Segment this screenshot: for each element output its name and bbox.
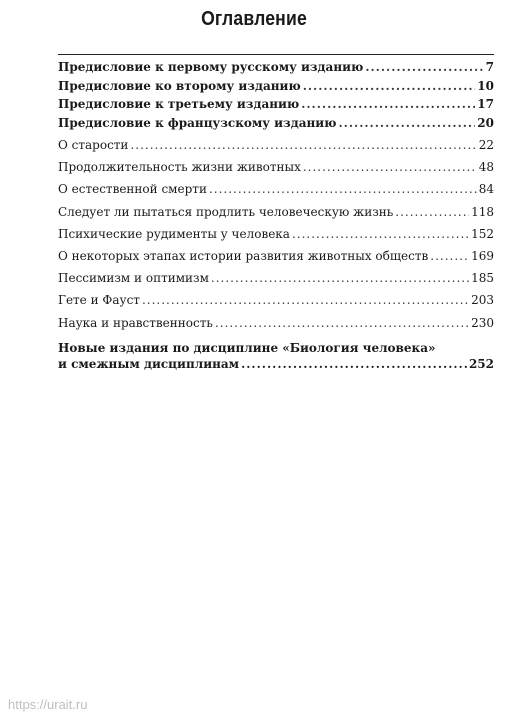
toc-entry[interactable] — [58, 138, 494, 160]
toc-entry-title: Предисловие ко второму изданию — [58, 78, 301, 93]
toc-entry-page: 252 — [468, 356, 494, 371]
toc-entry[interactable] — [58, 79, 494, 98]
toc-entry-page: 48 — [478, 160, 494, 175]
toc-entry-title: Психические рудименты у человека — [58, 226, 290, 241]
toc-entry-page: 203 — [471, 293, 494, 308]
dot-leader — [365, 60, 483, 74]
toc-entry[interactable] — [58, 271, 494, 293]
toc-entry[interactable] — [58, 182, 494, 204]
dot-leader — [395, 205, 469, 219]
dot-leader — [241, 356, 467, 372]
toc-entry-page: 152 — [471, 226, 494, 241]
toc-entry-page: 17 — [477, 97, 494, 111]
footer-url: https://urait.ru — [8, 697, 88, 712]
dot-leader — [338, 116, 475, 130]
toc-entry-title: Предисловие к третьему изданию — [58, 97, 300, 111]
toc-entry-title-line2: и смежным дисциплинам — [58, 356, 240, 371]
toc-entry[interactable] — [58, 293, 494, 315]
toc-entry-line2-row — [58, 356, 494, 372]
toc-entry-title: Следует ли пытаться продлить человеческую жизнь — [58, 204, 394, 219]
dot-leader — [292, 227, 469, 241]
dot-leader — [430, 249, 469, 263]
toc-entry-title: Предисловие к первому русскому изданию — [58, 60, 364, 74]
page-title: Оглавление — [201, 8, 307, 30]
dot-leader — [301, 97, 475, 111]
toc-entry-page: 84 — [478, 182, 494, 197]
toc-entry-page: 185 — [471, 271, 494, 286]
toc-entry-page: 20 — [477, 115, 494, 130]
toc-entry[interactable] — [58, 249, 494, 271]
dot-leader — [303, 160, 477, 174]
toc-entry-title: Пессимизм и оптимизм — [58, 271, 209, 286]
toc-entry-page: 10 — [477, 78, 494, 93]
toc-entry-page: 230 — [471, 315, 494, 330]
toc-entry-page: 22 — [478, 138, 494, 152]
dot-leader — [215, 316, 469, 330]
toc-entry[interactable] — [58, 160, 494, 182]
toc-entry[interactable] — [58, 116, 494, 135]
toc-entry-page: 118 — [471, 204, 494, 219]
dot-leader — [130, 138, 476, 152]
toc-entry-page: 169 — [471, 248, 494, 263]
top-divider — [58, 54, 494, 55]
toc-entry-title: Продолжительность жизни животных — [58, 160, 301, 175]
toc-entry-page: 7 — [485, 60, 494, 74]
toc-entry[interactable] — [58, 316, 494, 338]
toc-entry-title: О некоторых этапах истории развития животных обществ — [58, 248, 429, 263]
dot-leader — [303, 79, 476, 93]
toc-entry-title: Наука и нравственность — [58, 315, 213, 330]
toc-entry-title: Предисловие к французскому изданию — [58, 115, 337, 130]
toc-entry[interactable] — [58, 227, 494, 249]
toc-entry-multiline[interactable] — [58, 340, 494, 372]
toc-entry-title: Гете и Фауст — [58, 293, 140, 308]
toc-entry-title: О старости — [58, 138, 129, 152]
toc-entry-title-line1: Новые издания по дисциплине «Биология человека» — [58, 340, 436, 355]
toc-entry[interactable] — [58, 205, 494, 227]
toc-entry[interactable] — [58, 97, 494, 116]
toc-entry[interactable] — [58, 60, 494, 79]
dot-leader — [142, 293, 469, 307]
dot-leader — [211, 271, 469, 285]
toc-entry-title: О естественной смерти — [58, 182, 207, 197]
dot-leader — [209, 182, 477, 196]
table-of-contents — [58, 60, 494, 372]
